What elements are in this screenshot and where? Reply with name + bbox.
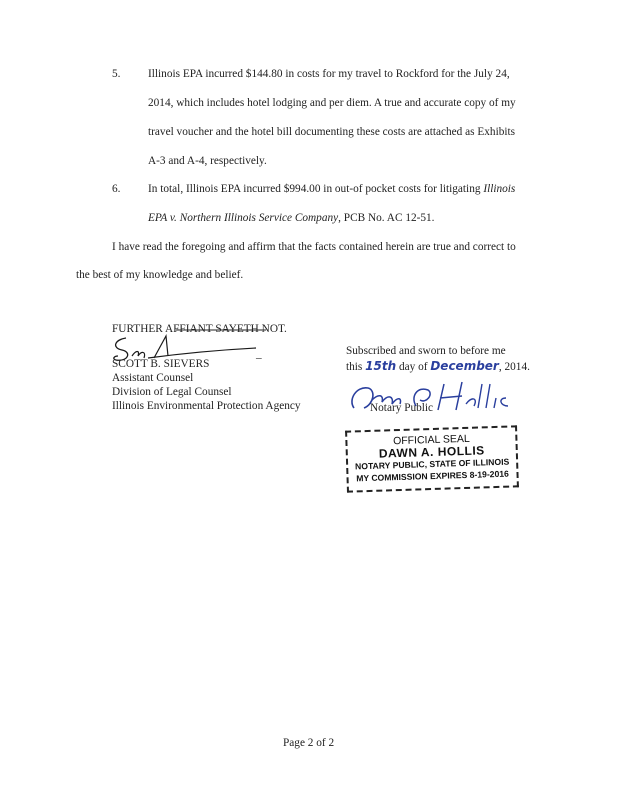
affiant-name: SCOTT B. SIEVERS xyxy=(112,358,210,370)
seal-line-3: NOTARY PUBLIC, STATE OF ILLINOIS xyxy=(354,456,510,472)
affiant-title-3: Illinois Environmental Protection Agency xyxy=(112,400,301,412)
affiant-title-2: Division of Legal Counsel xyxy=(112,386,232,398)
notary-date-line: this 15th day of December, 2014. xyxy=(346,359,530,373)
notary-month-value: December xyxy=(430,359,499,373)
official-seal-stamp xyxy=(345,425,519,492)
further-affiant-text: FURTHER AFFIANT SAYETH NOT. xyxy=(112,323,287,335)
paragraph-6-line-1: In total, Illinois EPA incurred $994.00 in out-of pocket costs for litigating Illinois xyxy=(148,183,516,195)
seal-line-1: OFFICIAL SEAL xyxy=(392,432,470,448)
seal-line-2: DAWN A. HOLLIS xyxy=(378,443,485,461)
affirmation-line-1: I have read the foregoing and affirm that the facts contained herein are true and correct to xyxy=(112,241,516,253)
paragraph-5-line-2: 2014, which includes hotel lodging and per diem. A true and accurate copy of my xyxy=(148,97,516,109)
paragraph-6-number: 6. xyxy=(112,183,121,195)
affiant-title-1: Assistant Counsel xyxy=(112,372,194,384)
affirmation-line-2: the best of my knowledge and belief. xyxy=(76,269,244,281)
page-footer: Page 2 of 2 xyxy=(283,737,335,749)
paragraph-5-line-1: Illinois EPA incurred $144.80 in costs for my travel to Rockford for the July 24, xyxy=(148,68,510,80)
paragraph-5-line-3: travel voucher and the hotel bill documenting these costs are attached as Exhibits xyxy=(148,126,516,138)
signature-line-dash: _ xyxy=(256,348,262,360)
notary-public-label: Notary Public xyxy=(370,402,434,414)
seal-line-4: MY COMMISSION EXPIRES 8-19-2016 xyxy=(356,468,509,484)
notary-day-value: 15th xyxy=(365,359,397,373)
paragraph-6-line-2: EPA v. Northern Illinois Service Company, PCB No. AC 12-51. xyxy=(148,212,435,224)
notary-subscribed: Subscribed and sworn to before me xyxy=(346,345,506,357)
paragraph-5-number: 5. xyxy=(112,68,121,80)
paragraph-5-line-4: A-3 and A-4, respectively. xyxy=(148,155,267,167)
